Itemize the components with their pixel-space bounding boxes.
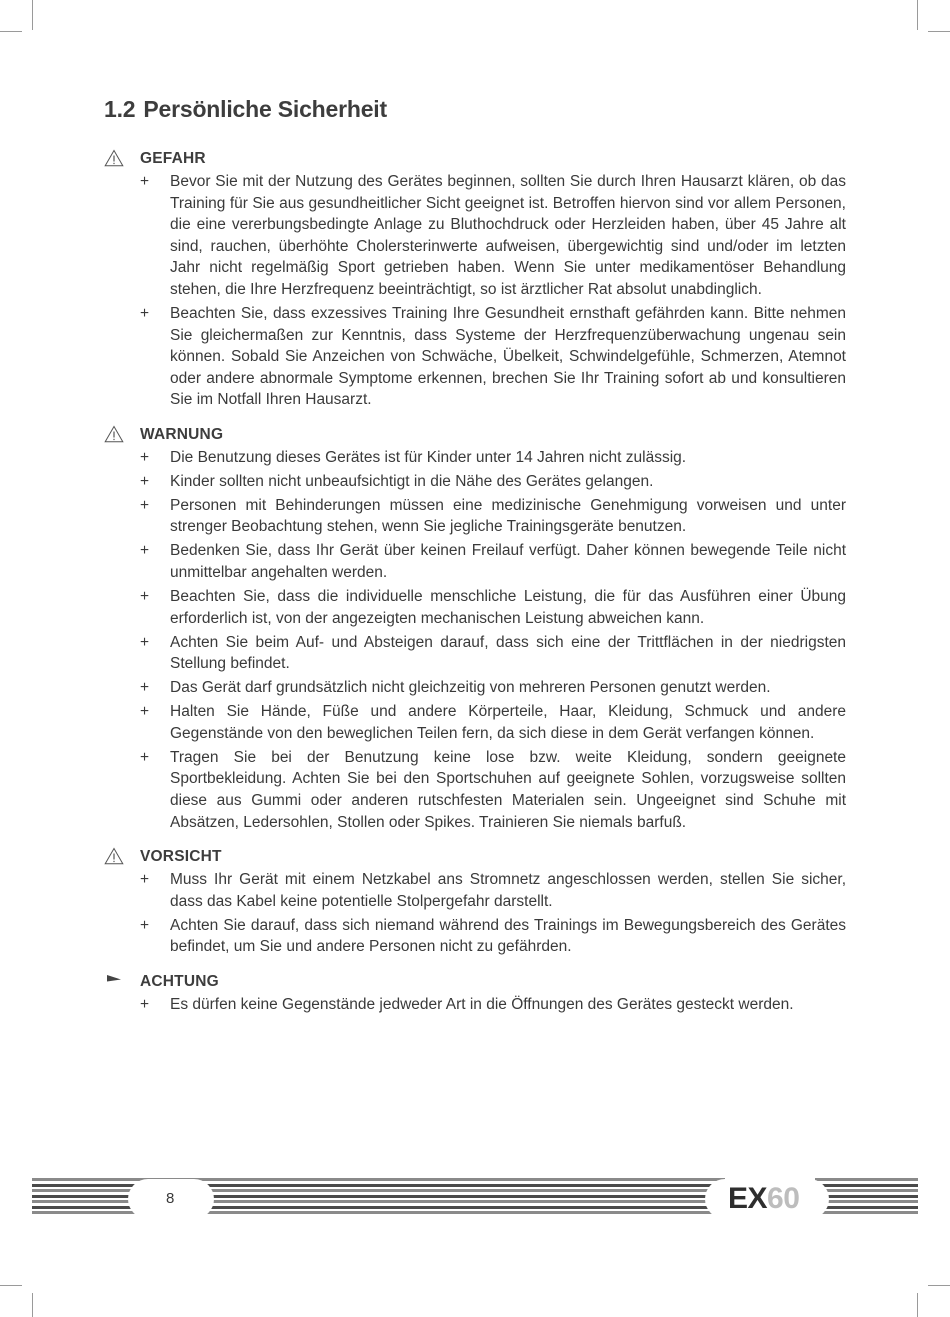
list-item: + Beachten Sie, dass exzessives Training Ihre Gesundheit ernsthaft gefährden kann. Bitte nehmen Sie gleichermaßen zur Kenntnis, dass Systeme der Herzfrequenzüberwachung ungenau sein können. Sobald Sie Anzeichen von Schwäche, Übelkeit, Schwindelgefühle, Schmerzen, Atemnot oder andere abnormale Symptome erkennen, brechen Sie Ihr Training sofort ab und konsultieren Sie im Notfall Ihren Hausarzt.: [140, 304, 846, 409]
list-item: + Bevor Sie mit der Nutzung des Gerätes beginnen, sollten Sie durch Ihren Hausarzt klären, ob das Training für Sie aus gesundheitlicher Sicht geeignet ist. Betroffen hiervon sind vor allem Personen, die eine vererbungsbedingte Anlage zu Bluthochdruck oder Herzleiden haben, über 45 Jahre alt sind, rauchen, überhöhte Cholersterinwerte aufweisen, übergewichtig sind und/oder im letzten Jahr nicht regelmäßig Sport getrieben haben. Wenn Sie unter medikamentöser Behandlung stehen, die Ihre Herzfrequenz beeinträchtigt, so ist ärztlicher Rat absolut unabdinglich.: [140, 173, 846, 298]
crop-mark: [32, 0, 33, 30]
list-item: + Muss Ihr Gerät mit einem Netzkabel ans Stromnetz angeschlossen werden, stellen Sie sicher, dass das Kabel keine potentielle Stolpergefahr darstellt.: [140, 871, 846, 910]
list-item: + Tragen Sie bei der Benutzung keine lose bzw. weite Kleidung, sondern geeignete Sportbekleidung. Achten Sie bei den Sportschuhen auf geeignete Sohlen, vorzugsweise sollten diese aus Gummi oder anderen rutschfesten Materialen sein. Ungeeignet sind Schuhe mit Absätzen, Ledersohlen, Stollen oder Spikes. Trainieren Sie niemals barfuß.: [140, 748, 846, 831]
list-item: + Achten Sie darauf, dass sich niemand während des Trainings im Bewegungsbereich des Gerätes befindet, um Sie und andere Personen nicht zu gefährden.: [140, 916, 846, 956]
section-heading: GEFAHR: [140, 150, 206, 167]
crop-mark: [0, 31, 22, 32]
plus-bullet: +: [140, 588, 150, 606]
plus-bullet: +: [140, 633, 150, 651]
plus-bullet: +: [140, 916, 150, 934]
section-achtung: [104, 972, 846, 1016]
section-number: 1.2: [104, 96, 136, 122]
plus-bullet: +: [140, 472, 150, 490]
crop-mark: [917, 0, 918, 30]
plus-bullet: +: [140, 173, 150, 190]
warning-triangle-icon: [104, 847, 124, 865]
list-item: + Beachten Sie, dass die individuelle menschliche Leistung, die für das Ausführen einer Übung erforderlich ist, von der angezeigten mechanischen Leistung abweichen kann.: [140, 588, 846, 627]
crop-mark: [928, 1285, 950, 1286]
plus-bullet: +: [140, 703, 150, 721]
section-gefahr: [104, 149, 846, 411]
list-item: + Es dürfen keine Gegenstände jedweder Art in die Öffnungen des Gerätes gesteckt werden.: [104, 994, 846, 1016]
plus-bullet: +: [140, 679, 150, 697]
section-vorsicht: [104, 847, 846, 958]
plus-bullet: +: [140, 542, 150, 560]
page-number: 8: [166, 1190, 175, 1207]
crop-mark: [32, 1293, 33, 1317]
list-item: + Die Benutzung dieses Gerätes ist für Kinder unter 14 Jahren nicht zulässig.: [104, 447, 846, 469]
plus-bullet: +: [140, 748, 150, 766]
page-content: [104, 96, 846, 1030]
list-item: + Personen mit Behinderungen müssen eine medizinische Genehmigung vorweisen und unter strenger Beobachtung stehen, wenn Sie jegliche Trainingsgeräte benutzen.: [140, 496, 846, 536]
list-item: + Achten Sie beim Auf- und Absteigen darauf, dass sich eine der Trittflächen in der niedrigsten Stellung befindet.: [140, 633, 846, 673]
crop-mark: [917, 1293, 918, 1317]
footer-stripes-middle: [200, 1178, 725, 1220]
list-item: + Das Gerät darf grundsätzlich nicht gleichzeitig von mehreren Personen genutzt werden.: [104, 677, 846, 699]
section-heading: ACHTUNG: [140, 972, 219, 990]
pennant-flag-icon: [104, 972, 124, 990]
section-title: Persönliche Sicherheit: [143, 96, 387, 122]
warning-triangle-icon: [104, 149, 124, 167]
section-heading: VORSICHT: [140, 848, 222, 866]
page-footer: [0, 1178, 950, 1220]
brand-logo: EX60: [728, 1182, 800, 1215]
page-title: [104, 96, 846, 123]
plus-bullet: +: [140, 871, 150, 889]
list-item: + Kinder sollten nicht unbeaufsichtigt in die Nähe des Gerätes gelangen.: [104, 471, 846, 493]
footer-stripes-right: [815, 1178, 918, 1220]
plus-bullet: +: [140, 304, 150, 322]
warning-triangle-icon: [104, 425, 124, 443]
list-item: + Halten Sie Hände, Füße und andere Körperteile, Haar, Kleidung, Schmuck und andere Gegenstände von den beweglichen Teilen fern, da sich diese in dem Gerät verfangen können.: [140, 703, 846, 742]
plus-bullet: +: [140, 448, 150, 466]
crop-mark: [0, 1285, 22, 1286]
section-warnung: [104, 425, 846, 833]
section-heading: WARNUNG: [140, 425, 224, 443]
plus-bullet: +: [140, 496, 150, 514]
list-item: + Bedenken Sie, dass Ihr Gerät über keinen Freilauf verfügt. Daher können bewegende Teile nicht unmittelbar angehalten werden.: [140, 542, 846, 582]
crop-mark: [928, 31, 950, 32]
plus-bullet: +: [140, 995, 150, 1013]
